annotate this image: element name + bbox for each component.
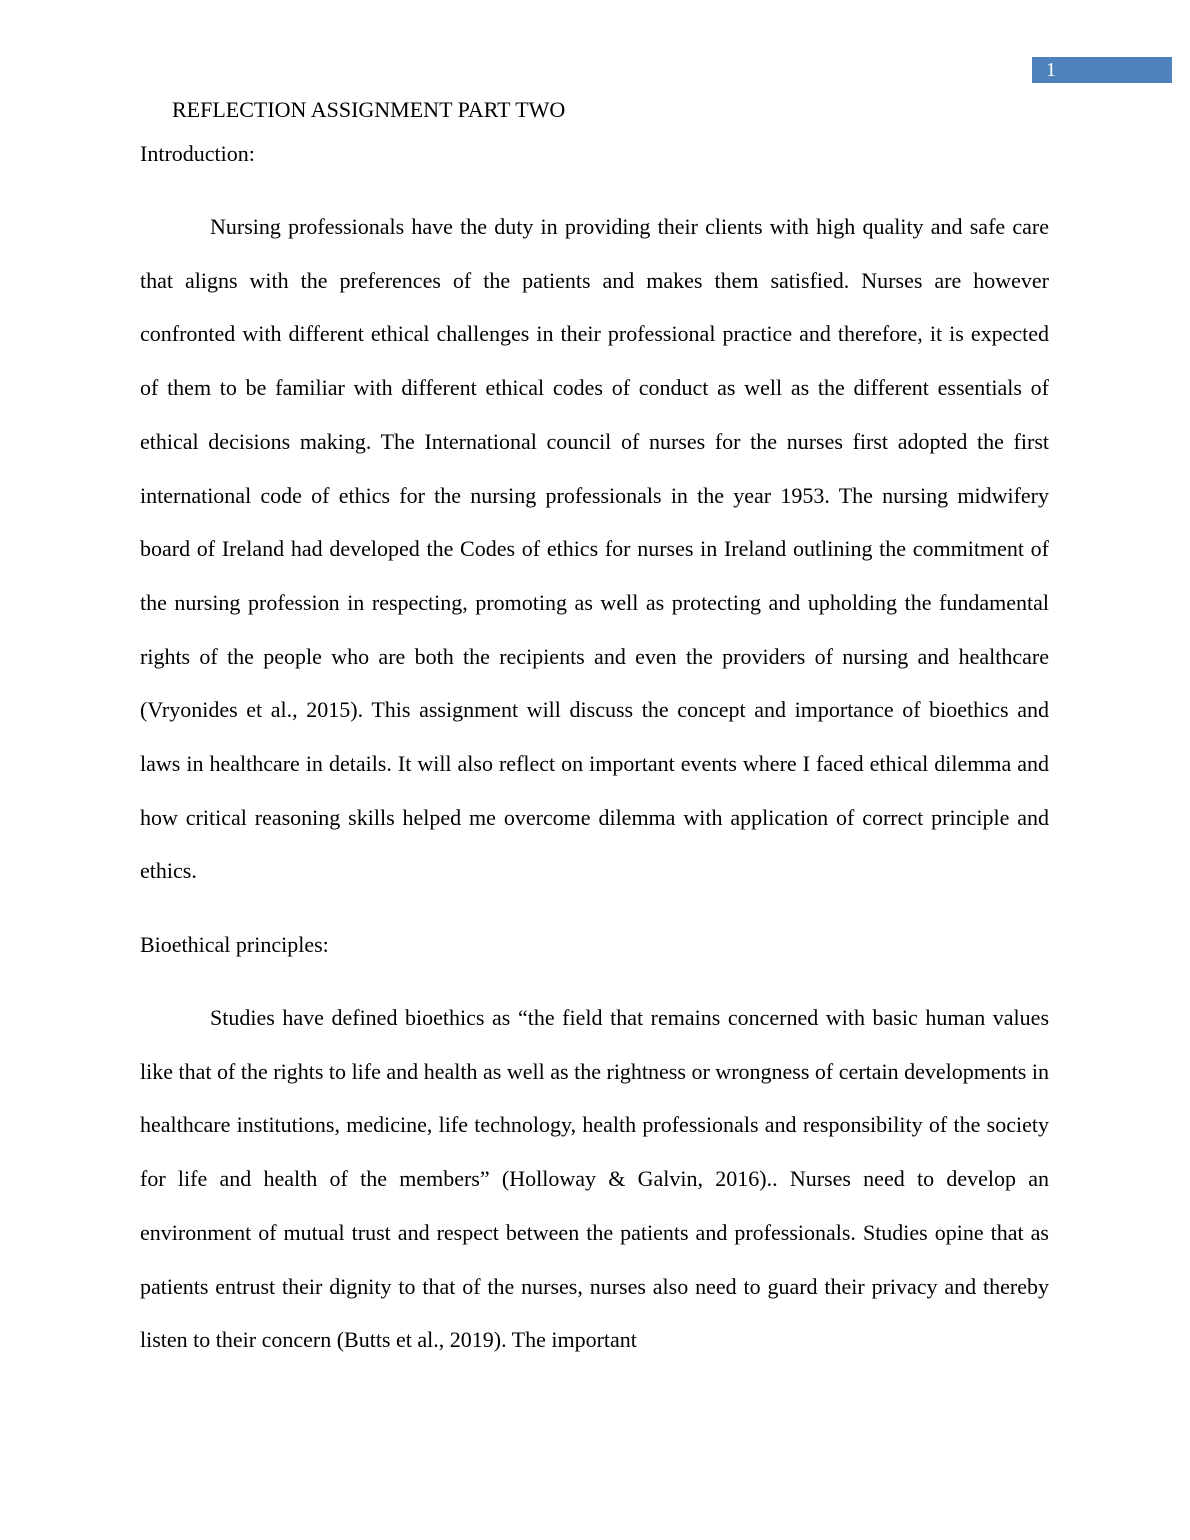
page-number: 1 xyxy=(1032,57,1172,83)
paragraph-bioethical-principles: Studies have defined bioethics as “the field that remains concerned with basic human values like that of the rights to life and health as well as the rightness or wrongness of certain developments in healthcare institutions, medicine, life technology, health professionals and responsibility of the society for life and health of the members” (Holloway & Galvin, 2016).. Nurses need to develop an environment of mutual trust and respect between the patients and professionals. Studies opine that as patients entrust their dignity to that of the nurses, nurses also need to guard their privacy and thereby listen to their concern (Butts et al., 2019). The important xyxy=(140,1005,1049,1353)
section-heading-bioethical-principles: Bioethical principles: xyxy=(140,932,329,957)
paragraph-introduction: Nursing professionals have the duty in providing their clients with high quality and safe care that aligns with the preferences of the patients and makes them satisfied. Nurses are however confronted with different ethical challenges in their professional practice and therefore, it is expected of them to be familiar with different ethical codes of conduct as well as the different essentials of ethical decisions making. The International council of nurses for the nurses first adopted the first international code of ethics for the nursing professionals in the year 1953. The nursing midwifery board of Ireland had developed the Codes of ethics for nurses in Ireland outlining the commitment of the nursing profession in respecting, promoting as well as protecting and upholding the fundamental rights of the people who are both the recipients and even the providers of nursing and healthcare (Vryonides et al., 2015). This assignment will discuss the concept and importance of bioethics and laws in healthcare in details. It will also reflect on important events where I faced ethical dilemma and how critical reasoning skills helped me overcome dilemma with application of correct principle and ethics. xyxy=(140,214,1049,884)
section-heading-introduction: Introduction: xyxy=(140,141,255,166)
document-title: REFLECTION ASSIGNMENT PART TWO xyxy=(172,97,566,122)
